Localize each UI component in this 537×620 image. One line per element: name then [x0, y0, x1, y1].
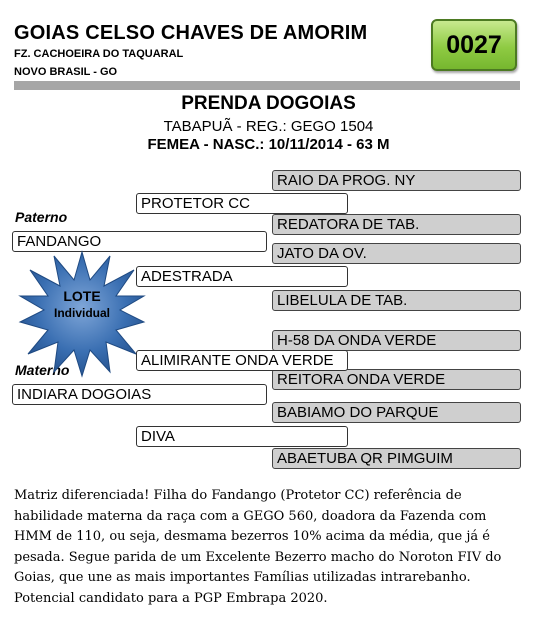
city-name: NOVO BRASIL - GO: [14, 66, 118, 78]
farm-name: FZ. CACHOEIRA DO TAQUARAL: [14, 48, 184, 60]
pedigree-great-grandparent: RAIO DA PROG. NY: [272, 170, 521, 191]
pedigree-maternal-grandsire: ALIMIRANTE ONDA VERDE: [136, 350, 348, 371]
badge-line2: Individual: [53, 306, 110, 320]
owner-name: GOIAS CELSO CHAVES DE AMORIM: [14, 22, 368, 44]
lot-description: Matriz diferenciada! Filha do Fandango (Protetor CC) referência de habilidade materna da raça com a GEGO 560, doadora da Fazenda com HMM de 110, ou seja, desmama bezerros 10% acima da média, que já é pesada. Segue parida de um Excelente Bezerro macho do Noroton FIV do Goias, que une as mais importantes Famílias utilizadas intrarebanho. Potencial candidato para a PGP Embrapa 2020.: [14, 488, 502, 606]
pedigree-sire: FANDANGO: [12, 231, 267, 252]
pedigree-great-grandparent: BABIAMO DO PARQUE: [272, 402, 521, 423]
header-divider: [14, 81, 520, 90]
badge-line1: LOTE: [63, 288, 101, 304]
paterno-label: Paterno: [15, 209, 68, 225]
materno-label: Materno: [15, 362, 70, 378]
pedigree-great-grandparent: REITORA ONDA VERDE: [272, 369, 521, 390]
pedigree-great-grandparent: ABAETUBA QR PIMGUIM: [272, 448, 521, 469]
pedigree-paternal-grandsire: PROTETOR CC: [136, 193, 348, 214]
pedigree-great-grandparent: LIBELULA DE TAB.: [272, 290, 521, 311]
pedigree-great-grandparent: H-58 DA ONDA VERDE: [272, 330, 521, 351]
animal-name: PRENDA DOGOIAS: [181, 93, 356, 114]
pedigree-dam: INDIARA DOGOIAS: [12, 384, 267, 405]
lote-individual-badge: [18, 250, 146, 378]
lot-number-badge: 0027: [431, 19, 517, 71]
pedigree-great-grandparent: JATO DA OV.: [272, 243, 521, 264]
breed-registration: TABAPUÃ - REG.: GEGO 1504: [163, 118, 374, 135]
pedigree-paternal-granddam: ADESTRADA: [136, 266, 348, 287]
pedigree-maternal-granddam: DIVA: [136, 426, 348, 447]
sex-birth-info: FEMEA - NASC.: 10/11/2014 - 63 M: [147, 136, 390, 153]
pedigree-great-grandparent: REDATORA DE TAB.: [272, 214, 521, 235]
